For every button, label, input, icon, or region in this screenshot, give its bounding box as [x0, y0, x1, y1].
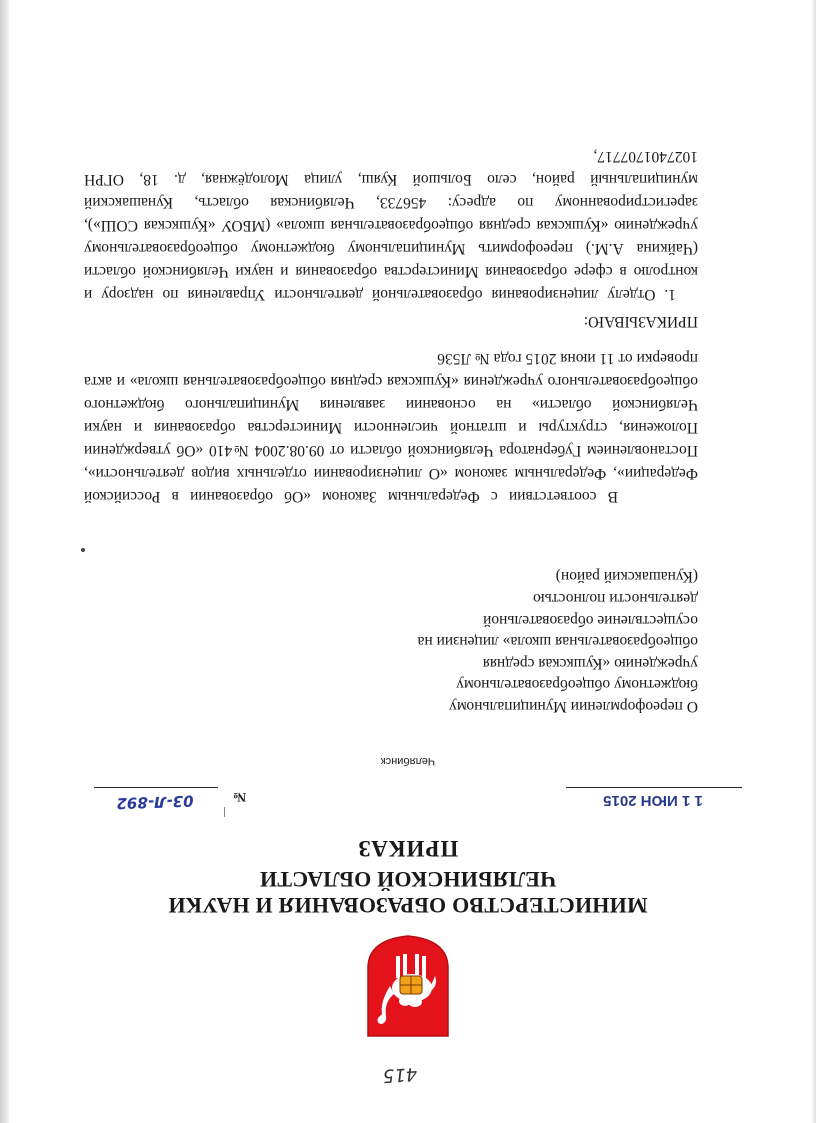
order-number-handwritten: 03-Л-892	[116, 791, 194, 813]
subject-line: О переоформлении Муниципальному	[449, 698, 698, 715]
ministry-name	[100, 866, 716, 918]
number-label: №	[232, 790, 246, 805]
coat-of-arms-emblem	[366, 934, 450, 1038]
date-stamp: 1 1 ИЮН 2015	[603, 792, 703, 809]
city-name: Челябинск	[380, 755, 436, 767]
order-item-1: 1. Отделу лицензирования образовательной деятельности Управления по надзору и контролю в сфере образования Министерства образования и науки Челябинской области (Чайкина А.М.) переоформить Муниципальному бюджетному общеобразовательному учреждению «Кушкская средняя общеобразовательная школа» (МБОУ «Кушкская СОШ»), зарегистрированному по адресу: 456733, Челябинская область, Кунашакский муниципальный район, село Большой Куяш, улица Молодёжная, д. 18, ОГРН 1027401707717,	[84, 148, 698, 303]
number-underline	[94, 787, 218, 788]
subject-line: деятельности полностью	[533, 590, 698, 608]
command-word: ПРИКАЗЫВАЮ:	[583, 313, 698, 330]
scan-edge-right	[0, 0, 9, 1123]
ministry-name-line-1: МИНИСТЕРСТВО ОБРАЗОВАНИЯ И НАУКИ	[168, 893, 648, 918]
subject-line: (Кунашакский район)	[555, 568, 698, 586]
subject-line: общеобразовательная школа» лицензии на	[417, 633, 698, 651]
preamble-paragraph: В соответствии с Федеральным Законом «Об образовании в Российской Федерации», Федеральным законом «О лицензировании отдельных видов деятельности», Постановлением Губернатора Челябинской области от 09.08.2004 №410 «Об утверждении Положения, структуры и штатной численности Министерства образования и науки Челябинской области» на основании заявления Муниципального бюджетного общеобразовательного учреждения «Кушкская средняя общеобразовательная школа» и акта проверки от 11 июня 2015 года № Л536	[84, 350, 698, 505]
date-underline	[566, 787, 742, 788]
scan-speck	[81, 548, 85, 552]
subject-line: бюджетному общеобразовательному	[456, 676, 698, 694]
ministry-name-line-2: ЧЕЛЯБИНСКОЙ ОБЛАСТИ	[259, 867, 557, 892]
order-subject	[378, 566, 698, 717]
subject-line: учреждению «Кушкская средняя	[482, 654, 698, 672]
subject-line: осуществление образовательной	[483, 611, 698, 629]
scan-edge-left	[812, 0, 816, 1123]
order-body	[84, 145, 698, 508]
pen-mark	[224, 807, 225, 817]
order-title: ПРИКАЗ	[357, 836, 459, 861]
handwritten-page-number: 415	[382, 1062, 418, 1087]
